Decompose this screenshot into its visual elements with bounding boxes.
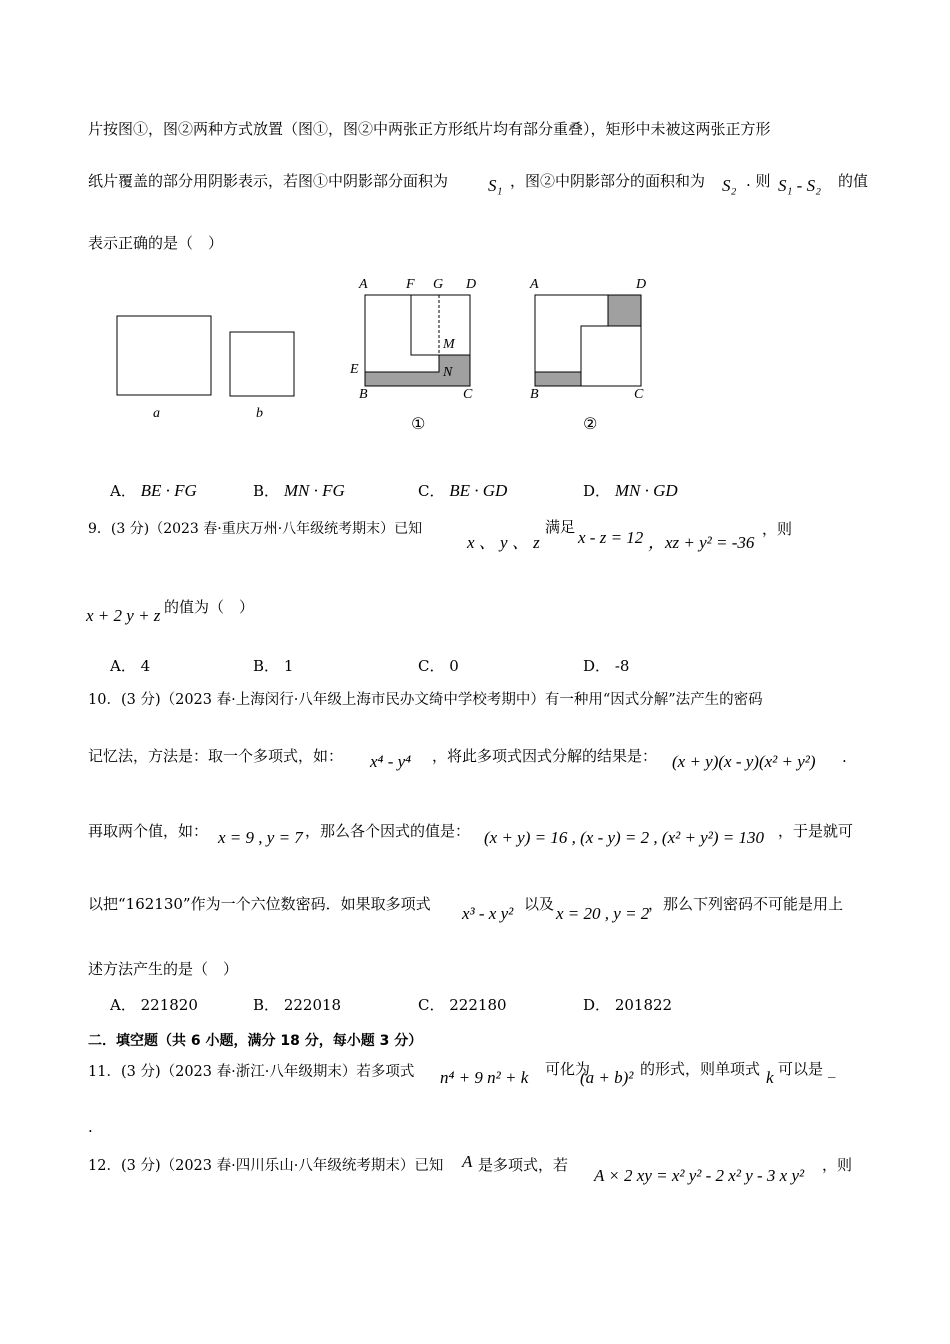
q11-poly: n⁴ + 9 n² + k — [440, 1068, 529, 1087]
q8-line2-c: . 则 — [746, 172, 771, 190]
q11-end: . — [88, 1118, 93, 1136]
q10-line3-c: ，于是就可 — [778, 822, 854, 840]
fig2-caption: ② — [583, 414, 598, 433]
option-expr: MN · FG — [283, 481, 345, 500]
q8-s2: S₂ — [722, 176, 737, 195]
q8-option-b — [253, 480, 345, 501]
q8-s1-minus-s2: S₁ - S₂ — [778, 176, 821, 195]
fig2-label-A: A — [530, 277, 539, 292]
option-value: 222180 — [449, 996, 507, 1014]
fig2-shade-bottom — [535, 372, 581, 386]
option-letter: B． — [253, 482, 280, 500]
fig1-label-M: M — [443, 337, 455, 352]
fig1-shade-bottom — [365, 372, 439, 386]
q8-line2-b: ，图②中阴影部分的面积和为 — [510, 172, 706, 190]
fig1-label-E: E — [350, 362, 359, 377]
option-letter: D． — [583, 996, 611, 1014]
q10-poly2: x³ - x y² — [462, 904, 514, 923]
option-value: 1 — [283, 657, 294, 675]
fig2-shade-top — [608, 295, 641, 326]
q10-factor-values: (x + y) = 16 , (x - y) = 2 , (x² + y²) = 130 — [484, 828, 764, 847]
q12-eq: A × 2 xy = x² y² - 2 x² y - 3 x y² — [594, 1166, 805, 1185]
q9-tail: 的值为（ ） — [164, 598, 255, 616]
q10-line3-b: ，那么各个因式的值是： — [305, 822, 471, 840]
fig1-label-B: B — [359, 387, 368, 402]
q10-option-a — [110, 994, 198, 1015]
q11-answer-blank[interactable]: _ — [828, 1060, 836, 1078]
option-letter: B． — [253, 996, 280, 1014]
option-expr: BE · GD — [449, 481, 508, 500]
option-expr: MN · GD — [614, 481, 678, 500]
square-b — [230, 332, 294, 396]
option-letter: D． — [583, 482, 611, 500]
fig1-label-N: N — [443, 365, 453, 380]
option-letter: B． — [253, 657, 280, 675]
q9-option-a — [110, 655, 150, 676]
square-a — [117, 316, 211, 395]
q12-tail: ，则 — [822, 1156, 853, 1174]
q9-option-b — [253, 655, 293, 676]
label-a: a — [153, 406, 160, 421]
q8-line2-d: 的值 — [838, 172, 869, 190]
q10-line5: 述方法产生的是（ ） — [88, 960, 239, 978]
fig1-label-D: D — [466, 277, 477, 292]
fig1-square-big — [411, 295, 470, 355]
q10-option-d — [583, 994, 672, 1015]
q10-line2-b: ，将此多项式因式分解的结果是： — [432, 747, 658, 765]
option-value: 0 — [449, 657, 459, 675]
fig1-label-F: F — [406, 277, 415, 292]
fig1-square-small — [365, 355, 439, 372]
fig1-label-C: C — [463, 387, 473, 402]
q10-line3-a: 再取两个值，如： — [88, 822, 209, 840]
fig2-label-B: B — [530, 387, 539, 402]
q10-line4-b: 以及 — [524, 895, 555, 913]
q11-tail: 可以是 — [778, 1060, 824, 1078]
q10-values1: x = 9 , y = 7 — [218, 828, 303, 847]
label-b: b — [256, 406, 263, 421]
option-value: 221820 — [140, 996, 198, 1014]
option-letter: D． — [583, 657, 611, 675]
q10-line2-a: 记忆法，方法是：取一个多项式，如： — [88, 747, 344, 765]
q9-vars: x 、 y 、 z — [467, 533, 540, 552]
option-letter: A． — [110, 482, 136, 500]
q8-line3: 表示正确的是（ ） — [88, 234, 224, 252]
q9-prefix: 9．(3 分)（2023 春·重庆万州·八年级统考期末）已知 — [88, 521, 423, 537]
q10-line4-c: ，那么下列密码不可能是用上 — [648, 895, 844, 913]
q9-eq2: ，xz + y² = -36 — [648, 533, 755, 552]
q10-line2-c: . — [842, 748, 847, 766]
q8-option-a — [110, 480, 197, 501]
q11-k: k — [766, 1068, 774, 1087]
q9-option-d — [583, 655, 629, 676]
option-value: -8 — [614, 657, 630, 675]
q10-values2: x = 20 , y = 2 — [556, 904, 650, 923]
q8-option-c — [418, 480, 507, 501]
q10-poly1: x⁴ - y⁴ — [370, 752, 412, 771]
q10-line1: 10．(3 分)（2023 春·上海闵行·八年级上海市民办文绮中学校考期中）有一种用“因式分解”法产生的密码 — [88, 692, 763, 708]
option-value: 201822 — [614, 996, 673, 1014]
section-2-title: 二．填空题（共 6 小题，满分 18 分，每小题 3 分） — [88, 1033, 423, 1049]
q9-then: ，则 — [762, 520, 793, 538]
option-value: 4 — [140, 657, 151, 675]
q9-expr: x + 2 y + z — [86, 606, 161, 625]
q12-mid: 是多项式，若 — [478, 1156, 569, 1174]
q9-satisfy: 满足 — [545, 518, 576, 536]
q8-line2-a: 纸片覆盖的部分用阴影表示，若图①中阴影部分面积为 — [88, 172, 449, 190]
fig2-square-small — [581, 326, 641, 386]
q12-prefix: 12．(3 分)（2023 春·四川乐山·八年级统考期末）已知 — [88, 1158, 444, 1174]
q9-option-c — [418, 655, 459, 676]
fig2-label-D: D — [636, 277, 647, 292]
option-letter: C． — [418, 482, 445, 500]
q8-option-d — [583, 480, 678, 501]
fig1-label-G: G — [433, 277, 444, 292]
q10-factored: (x + y)(x - y)(x² + y²) — [672, 752, 816, 771]
option-letter: C． — [418, 996, 445, 1014]
option-letter: A． — [110, 996, 136, 1014]
option-letter: A． — [110, 657, 136, 675]
q8-line1: 片按图①，图②两种方式放置（图①，图②中两张正方形纸片均有部分重叠），矩形中未被这两张正方形 — [88, 120, 771, 138]
q10-option-b — [253, 994, 341, 1015]
fig2-label-C: C — [634, 387, 644, 402]
option-value: 222018 — [283, 996, 342, 1014]
q11-mid2: 的形式，则单项式 — [640, 1060, 761, 1078]
q10-option-c — [418, 994, 507, 1015]
q11-prefix: 11．(3 分)（2023 春·浙江·八年级期末）若多项式 — [88, 1064, 415, 1080]
q10-line4-a: 以把“162130”作为一个六位数密码．如果取多项式 — [88, 895, 431, 913]
q9-eq1: x - z = 12 — [578, 528, 644, 547]
option-expr: BE · FG — [140, 481, 197, 500]
q11-form: (a + b)² — [580, 1068, 634, 1087]
q11-mid: 可化为 — [545, 1060, 591, 1078]
option-letter: C． — [418, 657, 445, 675]
q12-A: A — [462, 1152, 473, 1171]
fig1-label-A: A — [359, 277, 368, 292]
fig1-caption: ① — [411, 414, 426, 433]
q8-s1: S₁ — [488, 176, 503, 195]
